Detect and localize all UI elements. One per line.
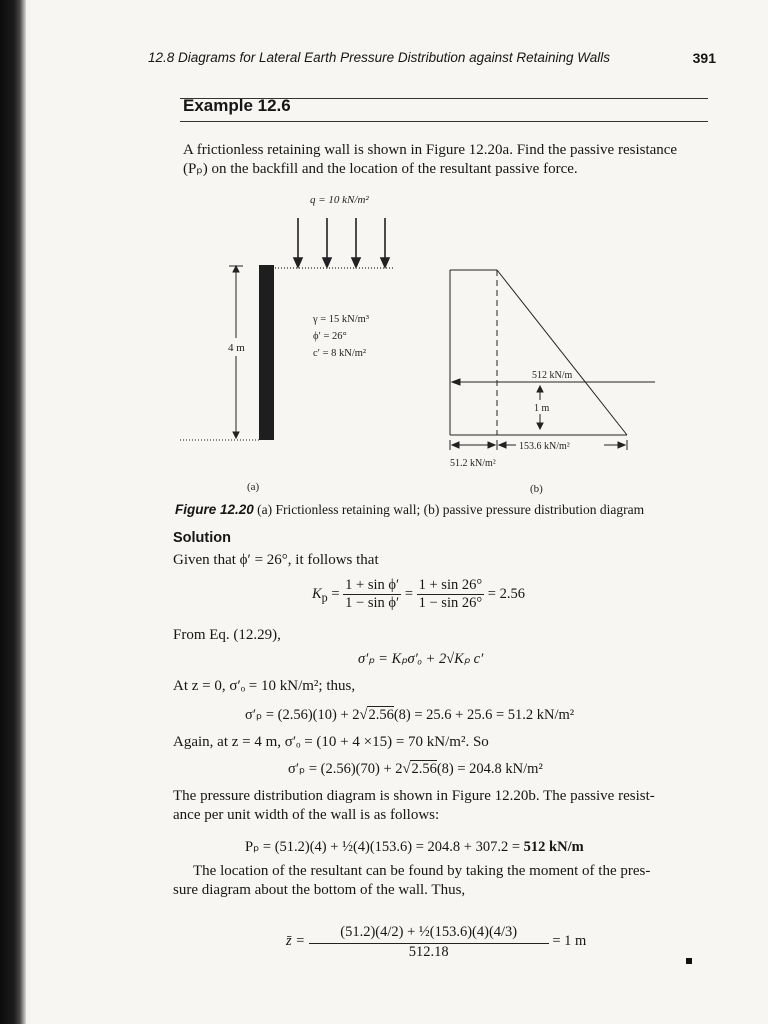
sigma-z0-part-a: σ′ₚ = (2.56)(10) + 2 xyxy=(245,707,360,723)
header-title: 12.8 Diagrams for Lateral Earth Pressure Distribution against Retaining Walls xyxy=(148,50,610,65)
solution-heading: Solution xyxy=(173,530,231,546)
location-line-2: sure diagram about the bottom of the wall. Thus, xyxy=(173,882,466,898)
gamma-label: γ = 15 kN/m³ xyxy=(313,314,370,325)
label-b: (b) xyxy=(530,483,543,495)
label-a: (a) xyxy=(247,481,260,493)
surcharge-arrows xyxy=(294,218,389,267)
kp-num-1: 1 + sin ϕ′ xyxy=(345,577,400,593)
zbar-symbol: z̄ = xyxy=(286,932,306,949)
example-title: Example 12.6 xyxy=(183,96,291,115)
zbar-equation xyxy=(286,922,586,961)
sigma-z4-part-a: σ′ₚ = (2.56)(70) + 2 xyxy=(288,761,403,777)
at-z4-line: Again, at z = 4 m, σ′ₒ = (10 + 4 ×15) = 70 kN/m². So xyxy=(173,734,489,750)
kp-den-1: 1 − sin ϕ′ xyxy=(345,595,400,611)
height-label: 4 m xyxy=(228,342,245,354)
kp-fraction-1 xyxy=(343,577,401,612)
at-z0-line: At z = 0, σ′ₒ = 10 kN/m²; thus, xyxy=(173,678,356,694)
zbar-fraction xyxy=(309,922,549,961)
retaining-wall xyxy=(259,265,274,440)
sigma-z4-equation: σ′ₚ = (2.56)(70) + 2√2.56(8) = 204.8 kN/m² xyxy=(288,761,543,777)
problem-line-2: (Pₚ) on the backfill and the location of the resultant passive force. xyxy=(183,161,578,177)
kp-value: = 2.56 xyxy=(487,585,525,602)
cohesion-label: c′ = 8 kN/m² xyxy=(313,348,367,359)
figure-12-20 xyxy=(0,0,768,500)
resultant-label: 512 kN/m xyxy=(532,370,573,381)
zbar-denominator: 512.18 xyxy=(408,944,449,960)
caption-text: (a) Frictionless retaining wall; (b) passive pressure distribution diagram xyxy=(257,502,645,517)
kp-fraction-2 xyxy=(417,577,485,612)
location-line-1: The location of the resultant can be found by taking the moment of the pres- xyxy=(193,863,651,879)
given-line: Given that ϕ′ = 26°, it follows that xyxy=(173,552,379,568)
caption-number: Figure 12.20 xyxy=(175,502,254,517)
from-eq-line: From Eq. (12.29), xyxy=(173,627,281,643)
sigma-z0-equation: σ′ₚ = (2.56)(10) + 2√2.56(8) = 25.6 + 25.6 = 51.2 kN/m² xyxy=(245,707,575,723)
pp-expression: Pₚ = (51.2)(4) + ½(4)(153.6) = 204.8 + 307.2 = xyxy=(245,839,524,855)
kp-subscript: p xyxy=(321,590,328,605)
page-number: 391 xyxy=(692,50,716,66)
problem-line-1: A frictionless retaining wall is shown in Figure 12.20a. Find the passive resistance xyxy=(183,142,678,158)
sigma-z0-root: 2.56 xyxy=(368,707,394,723)
end-of-example-mark xyxy=(686,958,692,964)
top-pressure-label: 51.2 kN/m² xyxy=(450,458,496,469)
sigma-z0-part-b: (8) = 25.6 + 25.6 = 51.2 kN/m² xyxy=(393,707,575,723)
zbar-numerator: (51.2)(4/2) + ½(153.6)(4)(4/3) xyxy=(309,922,549,944)
lever-arm-label: 1 m xyxy=(534,403,550,414)
kp-symbol: K xyxy=(312,585,322,602)
kp-equation: $K_p$ = $\frac{\text{1 + sin ϕ′}}{\text{1 − sin ϕ′}}$ = $\frac{1 + \sin 26^\circ}{1 - \sin 26^\circ}$ = 2.56 xyxy=(312,577,525,611)
diagram-line-2: ance per unit width of the wall is as follows: xyxy=(173,807,440,823)
phi-label: ϕ′ = 26° xyxy=(313,331,347,342)
passive-pressure-equation: σ′ₚ = Kₚσ′ₒ + 2√Kₚ c′ xyxy=(358,651,484,667)
figure-caption xyxy=(175,502,644,518)
pp-equation xyxy=(245,839,584,856)
diagram-line-1: The pressure distribution diagram is shown in Figure 12.20b. The passive resist- xyxy=(173,788,655,804)
sigma-z4-root: 2.56 xyxy=(411,761,437,777)
sigma-z4-part-b: (8) = 204.8 kN/m² xyxy=(436,761,543,777)
kp-num-2: 1 + sin 26° xyxy=(418,577,483,593)
kp-den-2: 1 − sin 26° xyxy=(418,595,483,611)
pp-result: 512 kN/m xyxy=(523,839,584,855)
zbar-value: = 1 m xyxy=(552,932,587,949)
surcharge-label: q = 10 kN/m² xyxy=(310,194,369,206)
bottom-pressure-label: 153.6 kN/m² xyxy=(519,441,570,452)
